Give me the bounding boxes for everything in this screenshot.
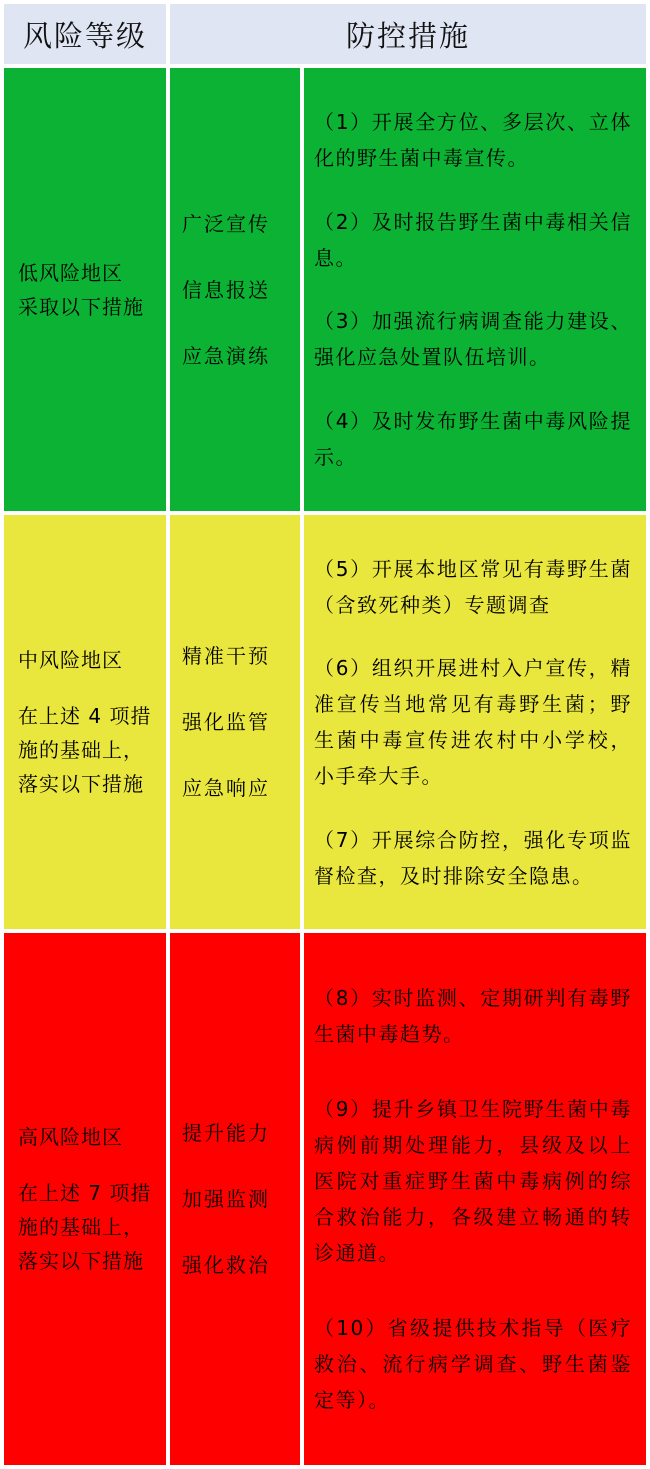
measure-item: （3）加强流行病调查能力建设、强化应急处置队伍培训。 bbox=[314, 309, 632, 370]
measure-item: （8）实时监测、定期研判有毒野生菌中毒趋势。 bbox=[314, 986, 632, 1046]
measure-item: （4）及时发布野生菌中毒风险提示。 bbox=[314, 409, 632, 470]
category-item: 信息报送 bbox=[182, 277, 270, 302]
category-item: 精准干预 bbox=[182, 644, 270, 668]
low-risk-level-line: 低风险地区 bbox=[18, 260, 123, 285]
category-item: 强化监管 bbox=[182, 710, 270, 734]
measure-item: （5）开展本地区常见有毒野生菌（含致死种类）专题调查 bbox=[314, 556, 632, 617]
category-item: 应急演练 bbox=[182, 343, 270, 368]
measure-item: （1）开展全方位、多层次、立体化的野生菌中毒宣传。 bbox=[314, 109, 632, 170]
header-risk-level: 风险等级 bbox=[4, 4, 166, 64]
high-risk-level-note: 在上述 7 项措施的基础上，落实以下措施 bbox=[18, 1181, 152, 1273]
medium-risk-level-note: 在上述 4 项措施的基础上，落实以下措施 bbox=[18, 704, 152, 796]
medium-risk-level-title: 中风险地区 bbox=[18, 648, 123, 672]
high-risk-category-cell bbox=[170, 933, 300, 1465]
measure-item: （6）组织开展进村入户宣传，精准宣传当地常见有毒野生菌；野生菌中毒宣传进农村中小学校，小手牵大手。 bbox=[314, 656, 632, 788]
low-risk-level-line: 采取以下措施 bbox=[18, 294, 144, 319]
category-item: 加强监测 bbox=[182, 1187, 270, 1211]
measure-item: （7）开展综合防控，强化专项监督检查，及时排除安全隐患。 bbox=[314, 827, 632, 888]
low-risk-measures-cell bbox=[304, 68, 646, 511]
high-risk-measures-cell bbox=[304, 933, 646, 1465]
measure-item: （10）省级提供技术指导（医疗救治、流行病学调查、野生菌鉴定等）。 bbox=[314, 1316, 632, 1412]
medium-risk-measures-cell bbox=[304, 515, 646, 929]
category-item: 强化救治 bbox=[182, 1253, 270, 1277]
medium-risk-level-cell bbox=[4, 515, 166, 929]
medium-risk-category-cell bbox=[170, 515, 300, 929]
low-risk-category-cell bbox=[170, 68, 300, 511]
measure-item: （9）提升乡镇卫生院野生菌中毒病例前期处理能力，县级及以上医院对重症野生菌中毒病例的综合救治能力，各级建立畅通的转诊通道。 bbox=[314, 1097, 632, 1265]
measure-item: （2）及时报告野生菌中毒相关信息。 bbox=[314, 209, 632, 270]
category-item: 提升能力 bbox=[182, 1121, 270, 1145]
high-risk-level-title: 高风险地区 bbox=[18, 1125, 123, 1149]
header-control-measures: 防控措施 bbox=[170, 4, 646, 64]
low-risk-level-cell bbox=[4, 68, 166, 511]
category-item: 应急响应 bbox=[182, 776, 270, 800]
high-risk-level-cell bbox=[4, 933, 166, 1465]
category-item: 广泛宣传 bbox=[182, 211, 270, 236]
